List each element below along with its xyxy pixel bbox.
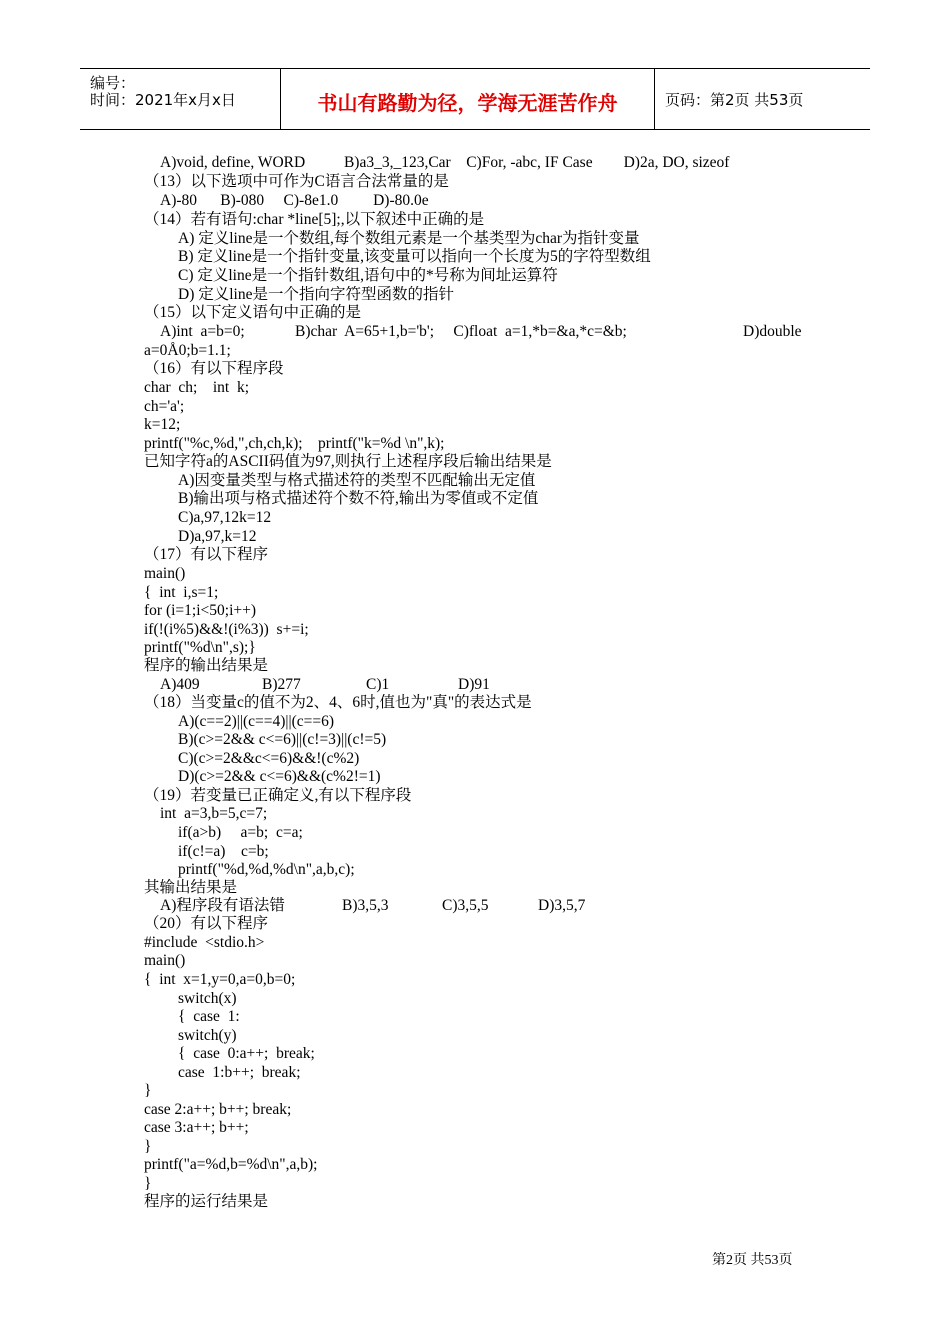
option-line: B)输出项与格式描述符个数不符,输出为零值或不定值 [178, 490, 539, 507]
code-line: case 1:b++; break; [178, 1064, 301, 1081]
option-line: D)(c>=2&& c<=6)&&(c%2!=1) [178, 768, 381, 785]
motto-text: 书山有路勤为径，学海无涯苦作舟 [317, 91, 618, 115]
code-line: switch(x) [178, 990, 237, 1007]
code-line: if(a>b) a=b; c=a; [178, 824, 303, 841]
option-line: C)3,5,5 [442, 897, 489, 914]
text-line: 已知字符a的ASCII码值为97,则执行上述程序段后输出结果是 [144, 453, 552, 470]
option-line: B)3,5,3 [342, 897, 389, 914]
code-line: k=12; [144, 416, 181, 433]
question-19-stem: （19）若变量已正确定义,有以下程序段 [144, 787, 412, 804]
code-line: } [144, 1138, 152, 1155]
question-18-stem: （18）当变量c的值不为2、4、6时,值也为"真"的表达式是 [144, 694, 532, 711]
header-page-info: 页码：第2页 共53页 [665, 91, 804, 109]
text-line: 程序的运行结果是 [144, 1193, 269, 1210]
code-line: case 3:a++; b++; [144, 1119, 249, 1136]
header-meta [80, 69, 281, 129]
question-14-stem: （14）若有语句:char *line[5];,以下叙述中正确的是 [144, 211, 485, 228]
document-number-label: 编号： [90, 74, 136, 92]
option-line: B) 定义line是一个指针变量,该变量可以指向一个长度为5的字符型数组 [178, 248, 651, 265]
code-line: } [144, 1082, 152, 1099]
question-16-stem: （16）有以下程序段 [144, 360, 284, 377]
option-line: A) 定义line是一个数组,每个数组元素是一个基类型为char为指针变量 [178, 230, 640, 247]
code-line: } [144, 1175, 152, 1192]
text-line: A)-80 B)-080 C)-8e1.0 D)-80.0e [160, 192, 429, 209]
option-line: D)a,97,k=12 [178, 528, 257, 545]
text-line: A)void, define, WORD B)a3_3,_123,Car C)For, -abc, IF Case D)2a, DO, sizeof [160, 154, 730, 171]
option-line: C)(c>=2&&c<=6)&&!(c%2) [178, 750, 360, 767]
code-line: printf("a=%d,b=%d\n",a,b); [144, 1156, 318, 1173]
option-line: B)(c>=2&& c<=6)||(c!=3)||(c!=5) [178, 731, 387, 748]
text-line: 程序的输出结果是 [144, 657, 269, 674]
option-line: A)程序段有语法错 [160, 897, 285, 914]
code-line: { case 1: [178, 1008, 240, 1025]
document-date: 时间：2021年x月x日 [90, 91, 236, 109]
question-15-stem: （15）以下定义语句中正确的是 [144, 304, 362, 321]
option-line: D) 定义line是一个指向字符型函数的指针 [178, 286, 454, 303]
code-line: ch='a'; [144, 398, 185, 415]
option-line: C)1 [366, 676, 390, 693]
page-footer: 第2页 共53页 [712, 1253, 793, 1268]
code-line: case 2:a++; b++; break; [144, 1101, 292, 1118]
code-line: main() [144, 952, 186, 969]
header-motto [281, 69, 655, 129]
option-line: C)a,97,12k=12 [178, 509, 272, 526]
option-line: D)91 [458, 676, 490, 693]
code-line: if(!(i%5)&&!(i%3)) s+=i; [144, 621, 309, 638]
option-line: A)409 [160, 676, 200, 693]
option-line: C) 定义line是一个指针数组,语句中的*号称为间址运算符 [178, 267, 558, 284]
option-line: B)277 [262, 676, 301, 693]
question-20-stem: （20）有以下程序 [144, 915, 269, 932]
code-line: char ch; int k; [144, 379, 250, 396]
code-line: printf("%d,%d,%d\n",a,b,c); [178, 861, 355, 878]
code-line: #include <stdio.h> [144, 934, 265, 951]
code-line: for (i=1;i<50;i++) [144, 602, 257, 619]
option-line: A)int a=b=0; B)char A=65+1,b='b'; C)float a=1,*b=&a,*c=&b; [160, 323, 627, 340]
option-line: D)3,5,7 [538, 897, 586, 914]
page-header [80, 68, 870, 130]
code-line: if(c!=a) c=b; [178, 843, 269, 860]
code-line: { int x=1,y=0,a=0,b=0; [144, 971, 296, 988]
question-17-stem: （17）有以下程序 [144, 546, 269, 563]
option-line: D)double [743, 323, 802, 340]
option-line: A)因变量类型与格式描述符的类型不匹配输出无定值 [178, 472, 536, 489]
code-line: { int i,s=1; [144, 584, 219, 601]
code-line: main() [144, 565, 186, 582]
code-line: switch(y) [178, 1027, 237, 1044]
code-line: int a=3,b=5,c=7; [160, 805, 268, 822]
question-13-stem: （13）以下选项中可作为C语言合法常量的是 [144, 173, 449, 190]
header-page [655, 69, 870, 129]
code-line: printf("%c,%d,",ch,ch,k); printf("k=%d \n",k); [144, 435, 445, 452]
text-line: 其输出结果是 [144, 879, 238, 896]
code-line: printf("%d\n",s);} [144, 639, 256, 656]
code-line: { case 0:a++; break; [178, 1045, 315, 1062]
text-line: a=0Å0;b=1.1; [144, 342, 231, 359]
option-line: A)(c==2)||(c==4)||(c==6) [178, 713, 335, 730]
